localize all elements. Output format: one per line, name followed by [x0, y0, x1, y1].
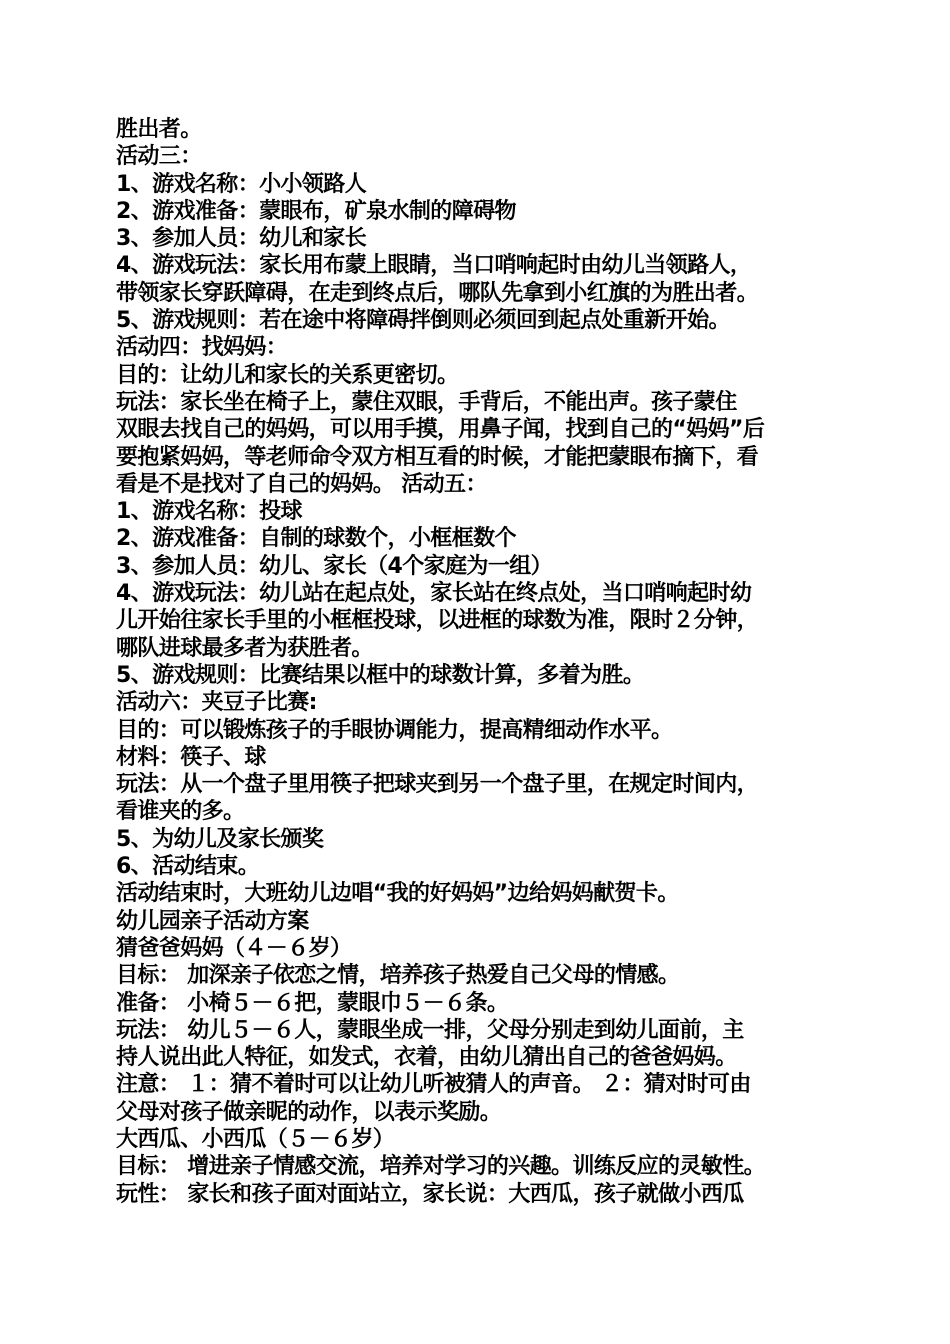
- text-line: 1、游戏名称：投球: [116, 499, 302, 525]
- text-line: 玩法：家长坐在椅子上，蒙住双眼，手背后，不能出声。孩子蒙住: [116, 389, 737, 415]
- text-line: 准备： 小椅５－６把，蒙眼巾５－６条。: [116, 990, 509, 1016]
- text-line: 4、游戏玩法：家长用布蒙上眼睛，当口哨响起时由幼儿当领路人，: [116, 253, 752, 279]
- document-body: [116, 116, 836, 1208]
- text-line: 活动四：找妈妈：: [116, 335, 288, 361]
- text-line: 2、游戏准备：蒙眼布，矿泉水制的障碍物: [116, 198, 516, 224]
- text-line: 父母对孩子做亲昵的动作，以表示奖励。: [116, 1099, 502, 1125]
- text-line: 目标： 加深亲子依恋之情，培养孩子热爱自己父母的情感。: [116, 963, 680, 989]
- text-line: 持人说出此人特征，如发式，衣着，由幼儿猜出自己的爸爸妈妈。: [116, 1045, 737, 1071]
- text-line: 3、参加人员：幼儿和家长: [116, 226, 367, 252]
- text-line: 看谁夹的多。: [116, 799, 245, 825]
- text-line: 5、为幼儿及家长颁奖: [116, 826, 324, 852]
- text-line: 活动结束时，大班幼儿边唱“我的好妈妈”边给妈妈献贺卡。: [116, 881, 679, 907]
- text-line: 要抱紧妈妈，等老师命令双方相互看的时候，才能把蒙眼布摘下，看: [116, 444, 759, 470]
- text-line: 看是不是找对了自己的妈妈。 活动五：: [116, 471, 487, 497]
- text-line: 活动六：夹豆子比赛:: [116, 690, 317, 716]
- text-line: 玩性： 家长和孩子面对面站立，家长说：大西瓜，孩子就做小西瓜: [116, 1181, 744, 1207]
- text-line: 幼儿园亲子活动方案: [116, 908, 309, 934]
- text-line: 5、游戏规则：比赛结果以框中的球数计算，多着为胜。: [116, 662, 645, 688]
- text-line: 6、活动结束。: [116, 854, 260, 880]
- text-line: 玩法：从一个盘子里用筷子把球夹到另一个盘子里，在规定时间内，: [116, 772, 759, 798]
- text-line: 1、游戏名称：小小领路人: [116, 171, 367, 197]
- text-line: 目的：可以锻炼孩子的手眼协调能力，提高精细动作水平。: [116, 717, 673, 743]
- text-line: 猜爸爸妈妈（４－６岁）: [116, 935, 352, 961]
- text-line: 哪队进球最多者为获胜者。: [116, 635, 373, 661]
- text-line: 目的：让幼儿和家长的关系更密切。: [116, 362, 459, 388]
- text-line: 带领家长穿跃障碍，在走到终点后，哪队先拿到小红旗的为胜出者。: [116, 280, 759, 306]
- text-line: 2、游戏准备：自制的球数个，小框框数个: [116, 526, 516, 552]
- text-line: 3、参加人员：幼儿、家长（4个家庭为一组）: [116, 553, 553, 579]
- text-line: 大西瓜、小西瓜（５－６岁）: [116, 1126, 395, 1152]
- text-line: 注意： １：猜不着时可以让幼儿听被猜人的声音。 ２：猜对时可由: [116, 1072, 751, 1098]
- text-line: 材料：筷子、球: [116, 744, 266, 770]
- text-line: 双眼去找自己的妈妈，可以用手摸，用鼻子闻，找到自己的“妈妈”后: [116, 417, 765, 443]
- text-line: 活动三：: [116, 144, 202, 170]
- text-line: 玩法： 幼儿５－６人，蒙眼坐成一排，父母分别走到幼儿面前，主: [116, 1017, 744, 1043]
- text-line: 4、游戏玩法：幼儿站在起点处，家长站在终点处，当口哨响起时幼: [116, 581, 752, 607]
- text-line: 胜出者。: [116, 117, 202, 142]
- text-line: 儿开始往家长手里的小框框投球，以进框的球数为准，限时２分钟，: [116, 608, 759, 634]
- text-line: 目标： 增进亲子情感交流，培养对学习的兴趣。训练反应的灵敏性。: [116, 1154, 766, 1180]
- text-line: 5、游戏规则：若在途中将障碍拌倒则必须回到起点处重新开始。: [116, 308, 730, 334]
